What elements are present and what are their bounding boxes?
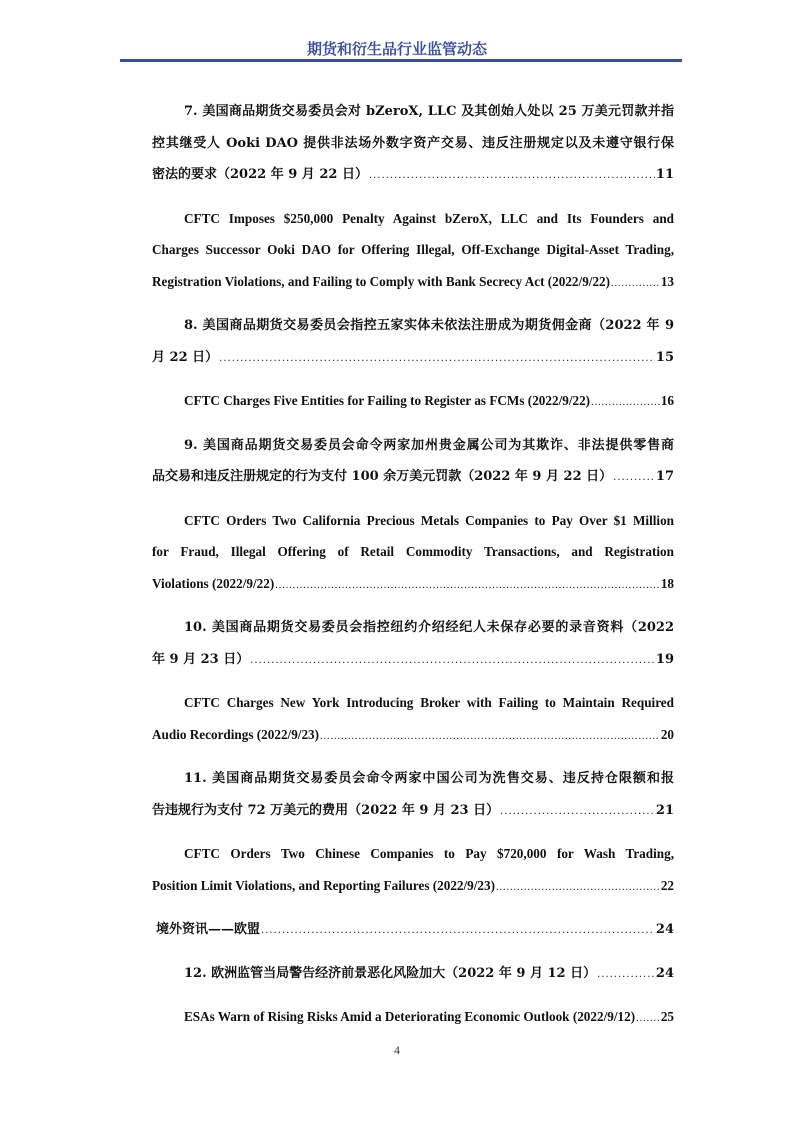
- toc-entry-text: 月 22 日）: [152, 349, 219, 365]
- dot-leader: [496, 872, 660, 904]
- toc-entry[interactable]: [152, 385, 674, 419]
- toc-entry[interactable]: [152, 958, 674, 991]
- toc-entry-text: ESAs Warn of Rising Risks Amid a Deteriorating Economic Outlook (2022/9/12): [184, 1009, 636, 1024]
- toc-entry-line: CFTC Orders Two Chinese Companies to Pay $720,000 for Wash Trading,: [184, 846, 674, 861]
- toc-page-number: 21: [655, 802, 674, 818]
- toc-entry[interactable]: [152, 612, 674, 676]
- toc-entry-text: Registration Violations, and Failing to Comply with Bank Secrecy Act (2022/9/22): [152, 273, 611, 289]
- dot-leader: [261, 915, 655, 947]
- toc-entry[interactable]: [152, 687, 674, 752]
- toc-page-number: 18: [660, 575, 674, 591]
- toc-entry-last-line: [152, 1001, 674, 1035]
- toc-entry-line: 11. 美国商品期货交易委员会命令两家中国公司为洗售交易、违反持仓限额和报: [184, 771, 674, 786]
- toc-entry-line: for Fraud, Illegal Offering of Retail Commodity Transactions, and Registration: [152, 544, 674, 559]
- toc-page-number: 24: [655, 965, 674, 981]
- table-of-contents: [152, 96, 674, 1046]
- toc-entry-text: 告违规行为支付 72 万美元的费用（2022 年 9 月 23 日）: [152, 802, 500, 818]
- dot-leader: [500, 796, 655, 828]
- dot-leader: [275, 570, 660, 602]
- toc-entry-last-line: [152, 266, 674, 300]
- toc-entry[interactable]: [152, 838, 674, 903]
- toc-page-number: 24: [655, 922, 674, 937]
- toc-entry[interactable]: [152, 310, 674, 374]
- dot-leader: [597, 959, 655, 991]
- toc-entry-line: 8. 美国商品期货交易委员会指控五家实体未依法注册成为期货佣金商（2022 年 9: [184, 318, 674, 333]
- toc-page-number: 25: [660, 1009, 674, 1024]
- toc-entry-text: 品交易和违反注册规定的行为支付 100 余万美元罚款（2022 年 9 月 22 日）: [152, 469, 613, 484]
- page-header-title: 期货和衍生品行业监管动态: [306, 40, 487, 58]
- toc-entry-line: CFTC Orders Two California Precious Metals Companies to Pay Over $1 Million: [184, 512, 674, 528]
- dot-leader: [320, 721, 660, 753]
- dot-leader: [369, 160, 655, 192]
- toc-entry-text: Violations (2022/9/22): [152, 575, 275, 591]
- dot-leader: [250, 645, 655, 677]
- toc-entry[interactable]: [152, 505, 674, 602]
- dot-leader: [591, 387, 660, 419]
- toc-entry-line: 10. 美国商品期货交易委员会指控纽约介绍经纪人未保存必要的录音资料（2022: [184, 620, 674, 635]
- toc-page-number: 22: [660, 877, 674, 893]
- toc-entry-last-line: [152, 958, 674, 991]
- toc-entry-last-line: [152, 461, 674, 494]
- toc-entry-text: 12. 欧洲监管当局警告经济前景恶化风险加大（2022 年 9 月 12 日）: [184, 965, 597, 981]
- toc-entry[interactable]: [152, 430, 674, 494]
- dot-leader: [636, 1003, 660, 1035]
- toc-entry-last-line: [152, 795, 674, 828]
- page-number: 4: [394, 1043, 400, 1057]
- toc-page-number: 15: [655, 349, 674, 365]
- toc-page-number: 20: [660, 726, 674, 742]
- toc-entry-last-line: [152, 644, 674, 677]
- toc-entry-text: CFTC Charges Five Entities for Failing to Register as FCMs (2022/9/22): [184, 393, 591, 408]
- toc-entry[interactable]: [152, 203, 674, 300]
- toc-entry-last-line: [152, 342, 674, 375]
- toc-page-number: 13: [660, 273, 674, 289]
- toc-entry-text: 密法的要求（2022 年 9 月 22 日）: [152, 167, 368, 182]
- toc-entry-text: 年 9 月 23 日）: [152, 651, 250, 667]
- toc-entry-line: Charges Successor Ooki DAO for Offering Illegal, Off-Exchange Digital-Asset Trading,: [152, 242, 674, 257]
- toc-entry-line: CFTC Charges New York Introducing Broker with Failing to Maintain Required: [184, 695, 674, 710]
- toc-page-number: 19: [655, 651, 674, 667]
- toc-entry-last-line: [152, 870, 674, 904]
- dot-leader: [611, 268, 660, 300]
- toc-entry[interactable]: [156, 914, 674, 947]
- dot-leader: [219, 343, 655, 375]
- toc-page-number: 11: [655, 167, 674, 182]
- toc-entry-text: Position Limit Violations, and Reporting Failures (2022/9/23): [152, 877, 496, 893]
- toc-page-number: 16: [660, 393, 674, 408]
- toc-entry-text: Audio Recordings (2022/9/23): [152, 726, 320, 742]
- toc-entry-line: 控其继受人 Ooki DAO 提供非法场外数字资产交易、违反注册规定以及未遵守银行保: [152, 135, 674, 151]
- toc-entry-last-line: [152, 568, 674, 602]
- toc-entry-last-line: [152, 159, 674, 192]
- header-divider: [120, 59, 682, 62]
- toc-page-number: 17: [655, 469, 674, 484]
- toc-entry-text: 境外资讯——欧盟: [156, 922, 261, 937]
- toc-entry-last-line: [152, 719, 674, 753]
- dot-leader: [613, 462, 655, 494]
- toc-entry-line: 9. 美国商品期货交易委员会命令两家加州贵金属公司为其欺诈、非法提供零售商: [184, 437, 674, 453]
- toc-entry-last-line: [156, 914, 674, 947]
- toc-entry-line: 7. 美国商品期货交易委员会对 bZeroX, LLC 及其创始人处以 25 万美元罚款并指: [184, 104, 674, 119]
- toc-entry-line: CFTC Imposes $250,000 Penalty Against bZeroX, LLC and Its Founders and: [184, 210, 674, 226]
- toc-entry[interactable]: [152, 763, 674, 827]
- toc-entry[interactable]: [152, 1001, 674, 1035]
- toc-entry-last-line: [152, 385, 674, 419]
- toc-entry[interactable]: [152, 96, 674, 192]
